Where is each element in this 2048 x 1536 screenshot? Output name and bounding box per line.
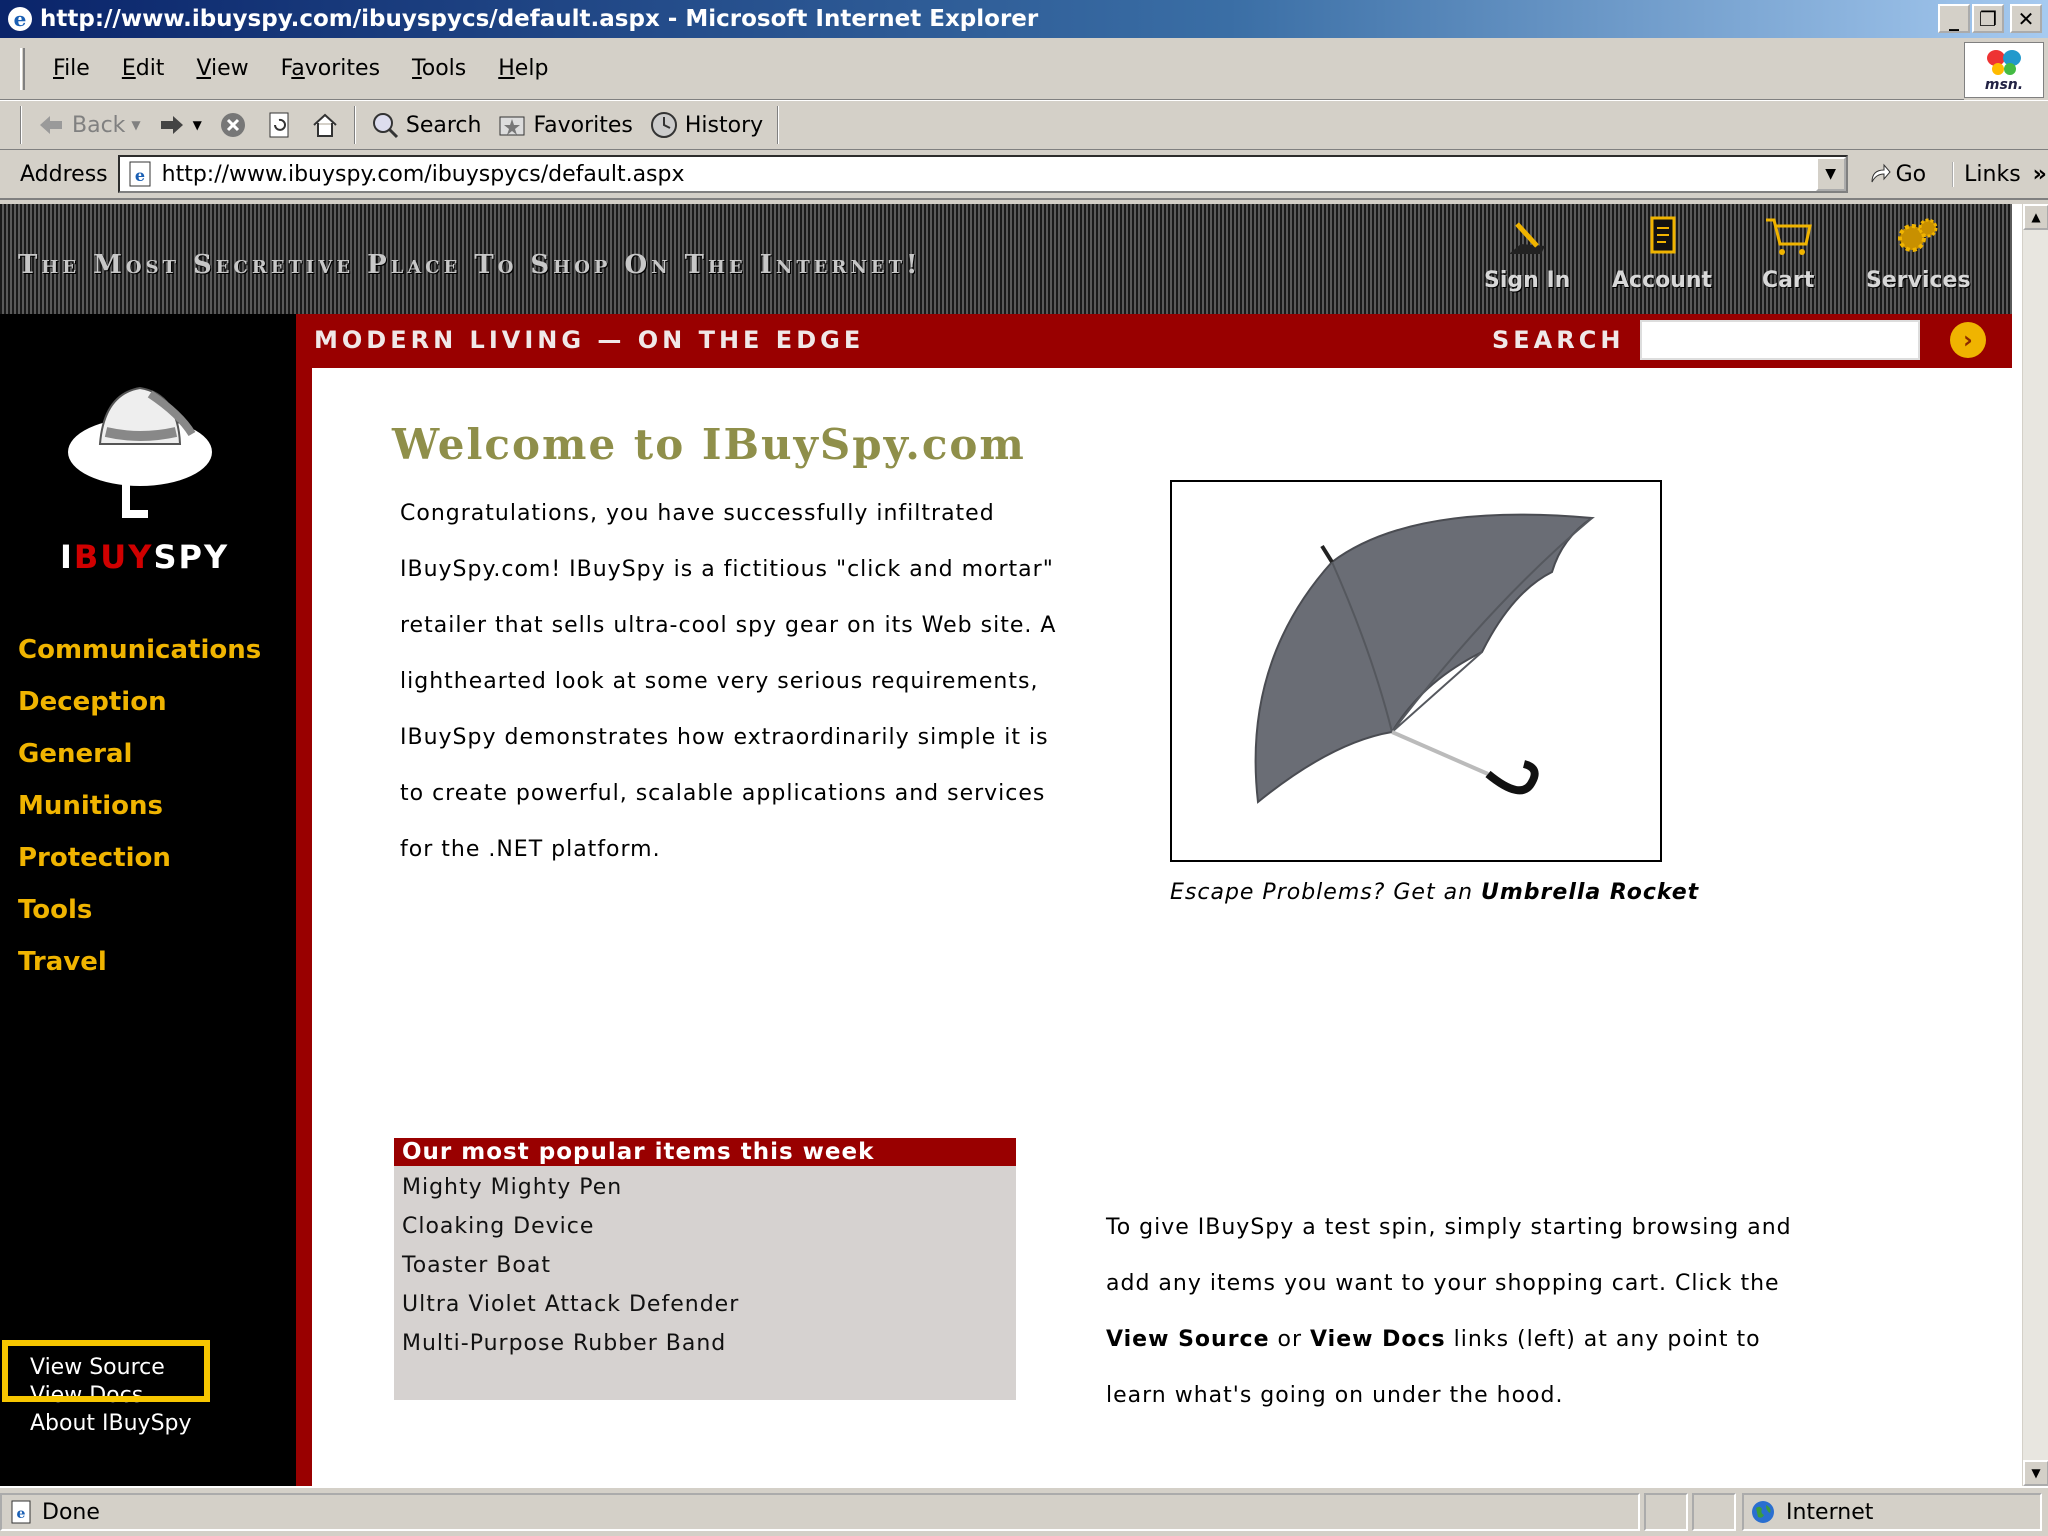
favorites-button[interactable]: Favorites (489, 105, 640, 145)
main-content (312, 368, 2012, 1486)
featured-product-image[interactable] (1170, 480, 1662, 862)
msn-butterfly-icon (1984, 47, 2024, 77)
ie-icon (6, 5, 34, 33)
scroll-up-icon[interactable]: ▲ (2023, 204, 2048, 230)
site-header (0, 204, 2012, 314)
address-url: http://www.ibuyspy.com/ibuyspycs/default.aspx (161, 161, 685, 187)
menu-grip[interactable] (20, 48, 25, 90)
cart-icon (1762, 214, 1814, 262)
restore-button[interactable]: ❐ (1972, 4, 2004, 33)
status-main-pane (0, 1493, 1640, 1531)
sub-tagline: MODERN LIVING — ON THE EDGE (314, 326, 865, 354)
address-bar (0, 150, 2048, 200)
category-communications[interactable]: Communications (18, 635, 262, 665)
page-done-icon (8, 1499, 34, 1525)
address-input[interactable] (118, 155, 1848, 193)
umbrella-image (1172, 482, 1660, 860)
category-protection[interactable]: Protection (18, 843, 171, 873)
category-list (18, 624, 261, 988)
menu-edit[interactable]: Edit (121, 56, 165, 81)
ibuyspy-logo[interactable] (60, 374, 230, 576)
links-more-icon[interactable]: » (2032, 161, 2047, 187)
home-icon (310, 110, 340, 140)
msn-wordmark: msn. (1984, 77, 2024, 93)
popular-item[interactable]: Multi-Purpose Rubber Band (402, 1331, 727, 1356)
scroll-down-icon[interactable]: ▼ (2023, 1460, 2048, 1486)
back-button[interactable]: Back ▼ (28, 105, 149, 145)
status-text: Done (42, 1499, 100, 1525)
account-icon (1636, 214, 1688, 262)
history-button[interactable]: History (641, 105, 771, 145)
menu-bar (0, 38, 1964, 100)
about-link[interactable]: About IBuySpy (30, 1411, 192, 1436)
nav-account[interactable]: Account (1612, 214, 1712, 293)
popular-items-header: Our most popular items this week (394, 1138, 1016, 1166)
address-dropdown-icon[interactable]: ▼ (1816, 157, 1846, 191)
ibuyspy-wordmark: IBUYSPY (60, 538, 230, 576)
svg-text:e: e (16, 1506, 26, 1522)
window-title: http://www.ibuyspy.com/ibuyspycs/default.aspx - Microsoft Internet Explorer (40, 6, 1039, 32)
view-source-link[interactable]: View Source (30, 1355, 165, 1380)
popular-item[interactable]: Toaster Boat (402, 1253, 551, 1278)
popular-item[interactable]: Ultra Violet Attack Defender (402, 1292, 740, 1317)
back-dropdown-icon[interactable]: ▼ (131, 118, 141, 132)
refresh-icon (264, 110, 294, 140)
back-arrow-icon (36, 110, 66, 140)
nav-sign-in[interactable]: Sign In (1484, 214, 1570, 293)
status-pane-empty (1644, 1493, 1688, 1531)
toolbar-separator-end (777, 106, 779, 144)
view-source-highlight (2, 1340, 210, 1402)
category-travel[interactable]: Travel (18, 947, 107, 977)
stop-button[interactable] (210, 105, 256, 145)
popular-item[interactable]: Mighty Mighty Pen (402, 1175, 623, 1200)
menu-help[interactable]: Help (498, 56, 549, 81)
address-label: Address (20, 161, 108, 187)
featured-caption: Escape Problems? Get an Umbrella Rocket (1170, 880, 1700, 905)
msn-logo (1964, 42, 2044, 98)
toolbar-grip (20, 106, 22, 144)
search-icon (370, 110, 400, 140)
menu-tools[interactable]: Tools (412, 56, 467, 81)
forward-dropdown-icon[interactable]: ▼ (192, 118, 202, 132)
menu-file[interactable]: File (53, 56, 90, 81)
vertical-scrollbar[interactable] (2022, 204, 2048, 1486)
toolbar-separator (354, 106, 356, 144)
services-gears-icon (1892, 214, 1944, 262)
category-sidebar (0, 314, 296, 1486)
nav-services[interactable]: Services (1866, 214, 1971, 293)
history-icon (649, 110, 679, 140)
spy-hat-logo-icon (60, 374, 220, 524)
category-general[interactable]: General (18, 739, 133, 769)
popular-items-list (394, 1166, 1016, 1363)
svg-text:e: e (13, 7, 27, 31)
home-button[interactable] (302, 105, 348, 145)
page-icon (126, 160, 154, 188)
stop-icon (218, 110, 248, 140)
popular-items-box (394, 1138, 1016, 1400)
status-bar (0, 1486, 2048, 1536)
site-search-input[interactable] (1640, 320, 1920, 360)
menu-favorites[interactable]: Favorites (280, 56, 381, 81)
test-spin-paragraph: To give IBuySpy a test spin, simply starting browsing and add any items you want to your shopping cart. Click the View Source or View Docs links (left) at any point to learn what's going on under the hood. (1106, 1215, 1792, 1408)
page-viewport (0, 204, 2022, 1486)
sub-header-band (296, 314, 2012, 368)
site-tagline: The Most Secretive Place To Shop On The Internet! (18, 250, 922, 280)
forward-button[interactable] (149, 105, 210, 145)
browser-toolbar (0, 100, 2048, 150)
popular-item[interactable]: Cloaking Device (402, 1214, 595, 1239)
status-pane-empty (1692, 1493, 1736, 1531)
search-button[interactable]: Search (362, 105, 490, 145)
security-zone[interactable]: Internet (1742, 1493, 2042, 1531)
search-go-icon[interactable]: › (1950, 322, 1986, 358)
sidebar-divider (296, 368, 312, 1486)
view-docs-link[interactable]: View Docs (30, 1383, 144, 1408)
minimize-button[interactable]: _ (1938, 4, 1970, 33)
nav-cart[interactable]: Cart (1762, 214, 1814, 293)
refresh-button[interactable] (256, 105, 302, 145)
sign-in-icon (1501, 214, 1553, 262)
search-label: SEARCH (1492, 326, 1625, 354)
featured-product-link[interactable]: Umbrella Rocket (1481, 880, 1700, 905)
links-button[interactable]: Links (1952, 162, 2021, 187)
page-title: Welcome to IBuySpy.com (392, 420, 1026, 469)
category-tools[interactable]: Tools (18, 895, 93, 925)
category-deception[interactable]: Deception (18, 687, 167, 717)
forward-arrow-icon (157, 110, 187, 140)
menu-view[interactable]: View (196, 56, 249, 81)
go-button[interactable]: Go (1868, 162, 1927, 187)
globe-icon (1750, 1499, 1776, 1525)
window-controls (1938, 4, 2042, 33)
window-title-bar (0, 0, 2048, 38)
intro-paragraph: Congratulations, you have successfully infiltrated IBuySpy.com! IBuySpy is a fictitious "click and mortar" retailer that sells ultra-cool spy gear on its Web site. A lighthearted look at some very serious requirements, IBuySpy demonstrates how extraordinarily simple it is to create powerful, scalable applications and services for the .NET platform. (400, 501, 1057, 862)
go-arrow-icon (1868, 162, 1892, 186)
svg-text:e: e (134, 166, 145, 185)
category-munitions[interactable]: Munitions (18, 791, 163, 821)
close-button[interactable]: ✕ (2010, 4, 2042, 33)
favorites-icon (497, 110, 527, 140)
